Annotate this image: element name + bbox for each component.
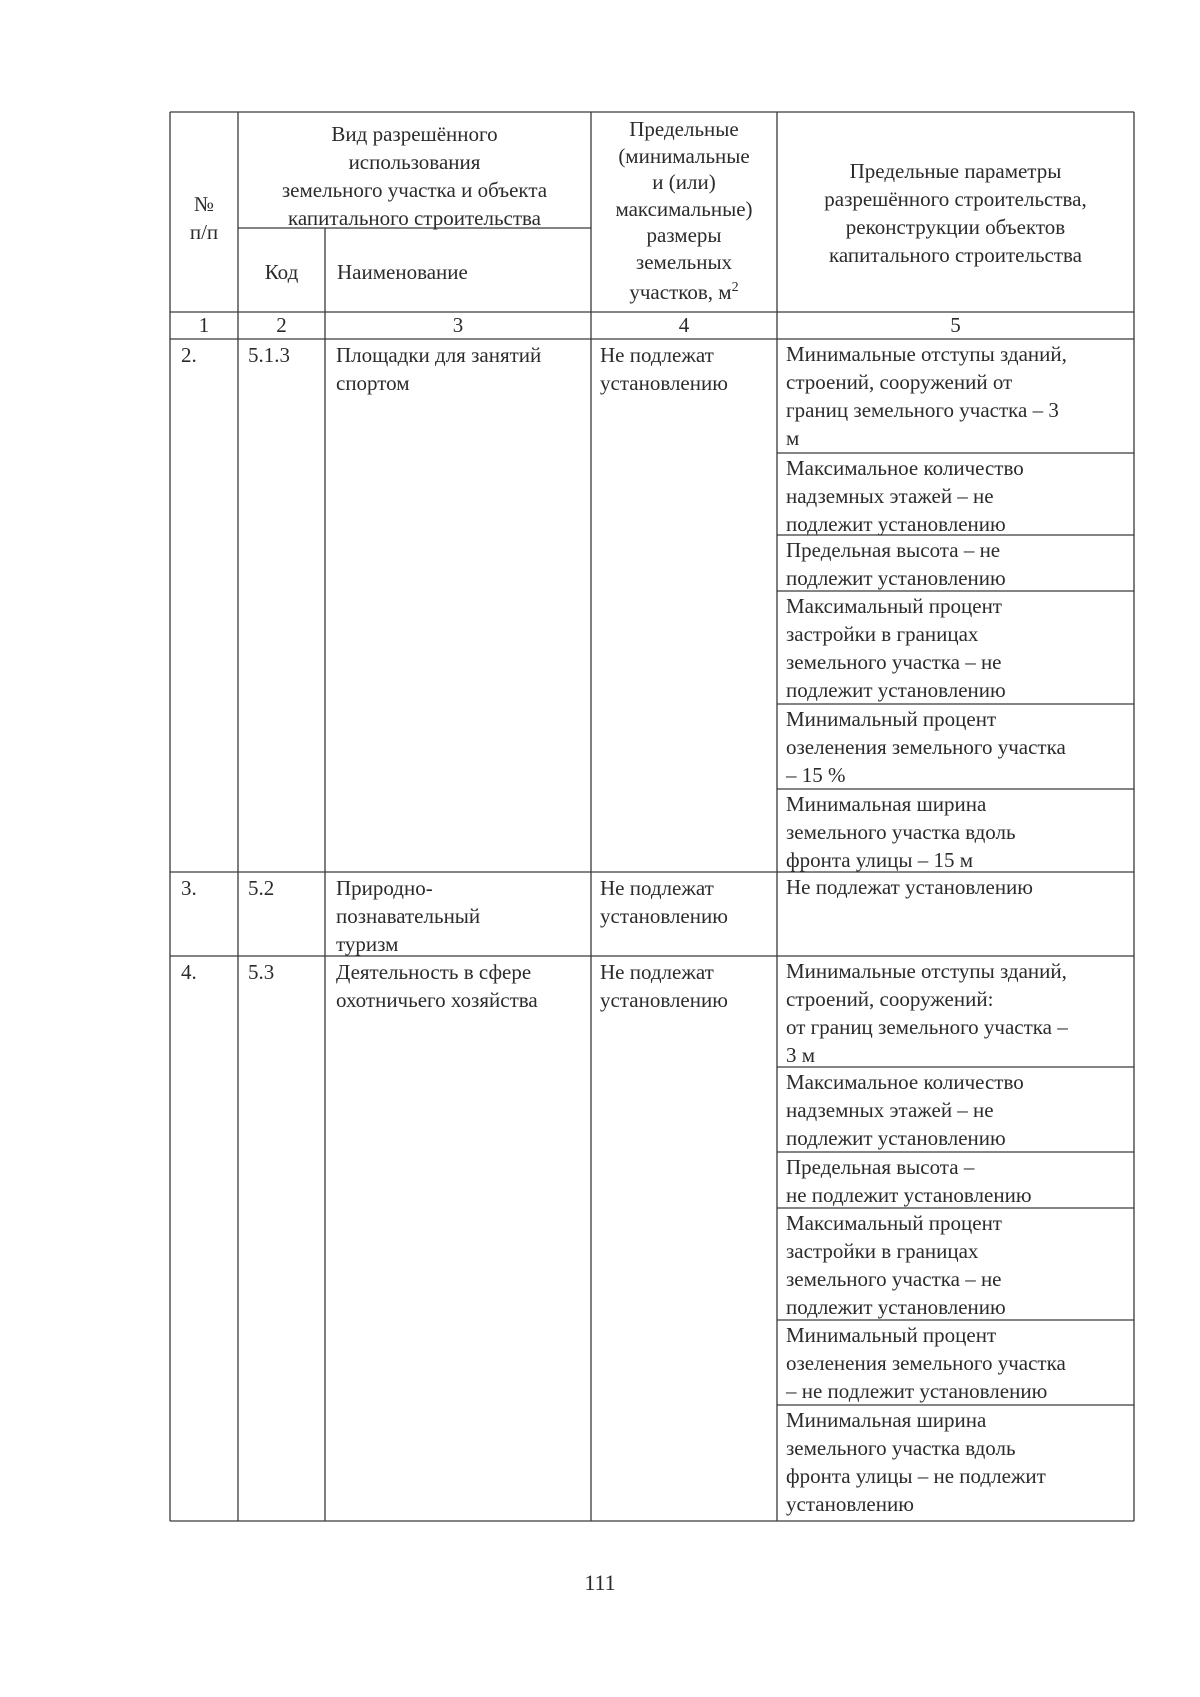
header-plot-sizes: Предельные (минимальные и (или) максимальные) размеры земельных участков, $м^2$ [615, 117, 753, 304]
column-number: 4 [678, 313, 690, 337]
row-plot-size: Не подлежат установлению [600, 876, 728, 928]
row-plot-size: Не подлежат установлению [600, 960, 728, 1012]
header-code: Код [264, 260, 299, 284]
row-parameter: Предельная высота – не подлежит установлению [786, 1155, 1032, 1207]
row-parameter: Предельная высота – не подлежит установлению [786, 538, 1006, 590]
row-parameter: Не подлежат установлению [786, 875, 1033, 899]
column-number: 5 [950, 313, 961, 337]
column-number: 2 [276, 313, 287, 337]
column-number: 3 [452, 313, 464, 337]
row-code: 5.2 [248, 876, 275, 900]
header-parameters: Предельные параметры разрешённого строительства, реконструкции объектов капитального строительства [824, 159, 1087, 267]
header-name: Наименование [337, 260, 468, 284]
row-parameter: Минимальный процент озеленения земельного участка – 15 % [786, 707, 1066, 787]
row-parameter: Максимальное количество надземных этажей – не подлежит установлению [786, 456, 1024, 536]
column-number: 1 [198, 313, 210, 337]
row-name: Деятельность в сфере охотничьего хозяйства [336, 960, 538, 1012]
row-parameter: Минимальные отступы зданий, строений, сооружений от границ земельного участка – 3 м [786, 342, 1067, 450]
row-parameter: Максимальный процент застройки в границах земельного участка – не подлежит установлению [786, 594, 1006, 702]
row-name: Площадки для занятий спортом [336, 343, 542, 395]
row-parameter: Минимальная ширина земельного участка вдоль фронта улицы – 15 м [786, 792, 1016, 872]
row-parameter: Минимальные отступы зданий, строений, сооружений: от границ земельного участка – 3 м [786, 959, 1068, 1067]
header-number: № п/п [189, 192, 219, 244]
row-number: 4. [181, 960, 197, 984]
page-number: 111 [584, 1570, 616, 1595]
row-number: 3. [181, 876, 197, 900]
row-plot-size: Не подлежат установлению [600, 343, 728, 395]
row-parameter: Минимальная ширина земельного участка вдоль фронта улицы – не подлежит установлению [786, 1408, 1046, 1516]
row-parameter: Максимальное количество надземных этажей – не подлежит установлению [786, 1070, 1024, 1150]
header-use-type: Вид разрешённого использования земельного участка и объекта капитального строительства [281, 122, 548, 230]
row-parameter: Минимальный процент озеленения земельного участка – не подлежит установлению [786, 1323, 1066, 1403]
row-number: 2. [181, 343, 197, 367]
row-name: Природно- познавательный туризм [336, 876, 481, 956]
row-code: 5.1.3 [248, 343, 290, 367]
row-parameter: Максимальный процент застройки в границах земельного участка – не подлежит установлению [786, 1211, 1006, 1319]
row-code: 5.3 [248, 960, 275, 984]
